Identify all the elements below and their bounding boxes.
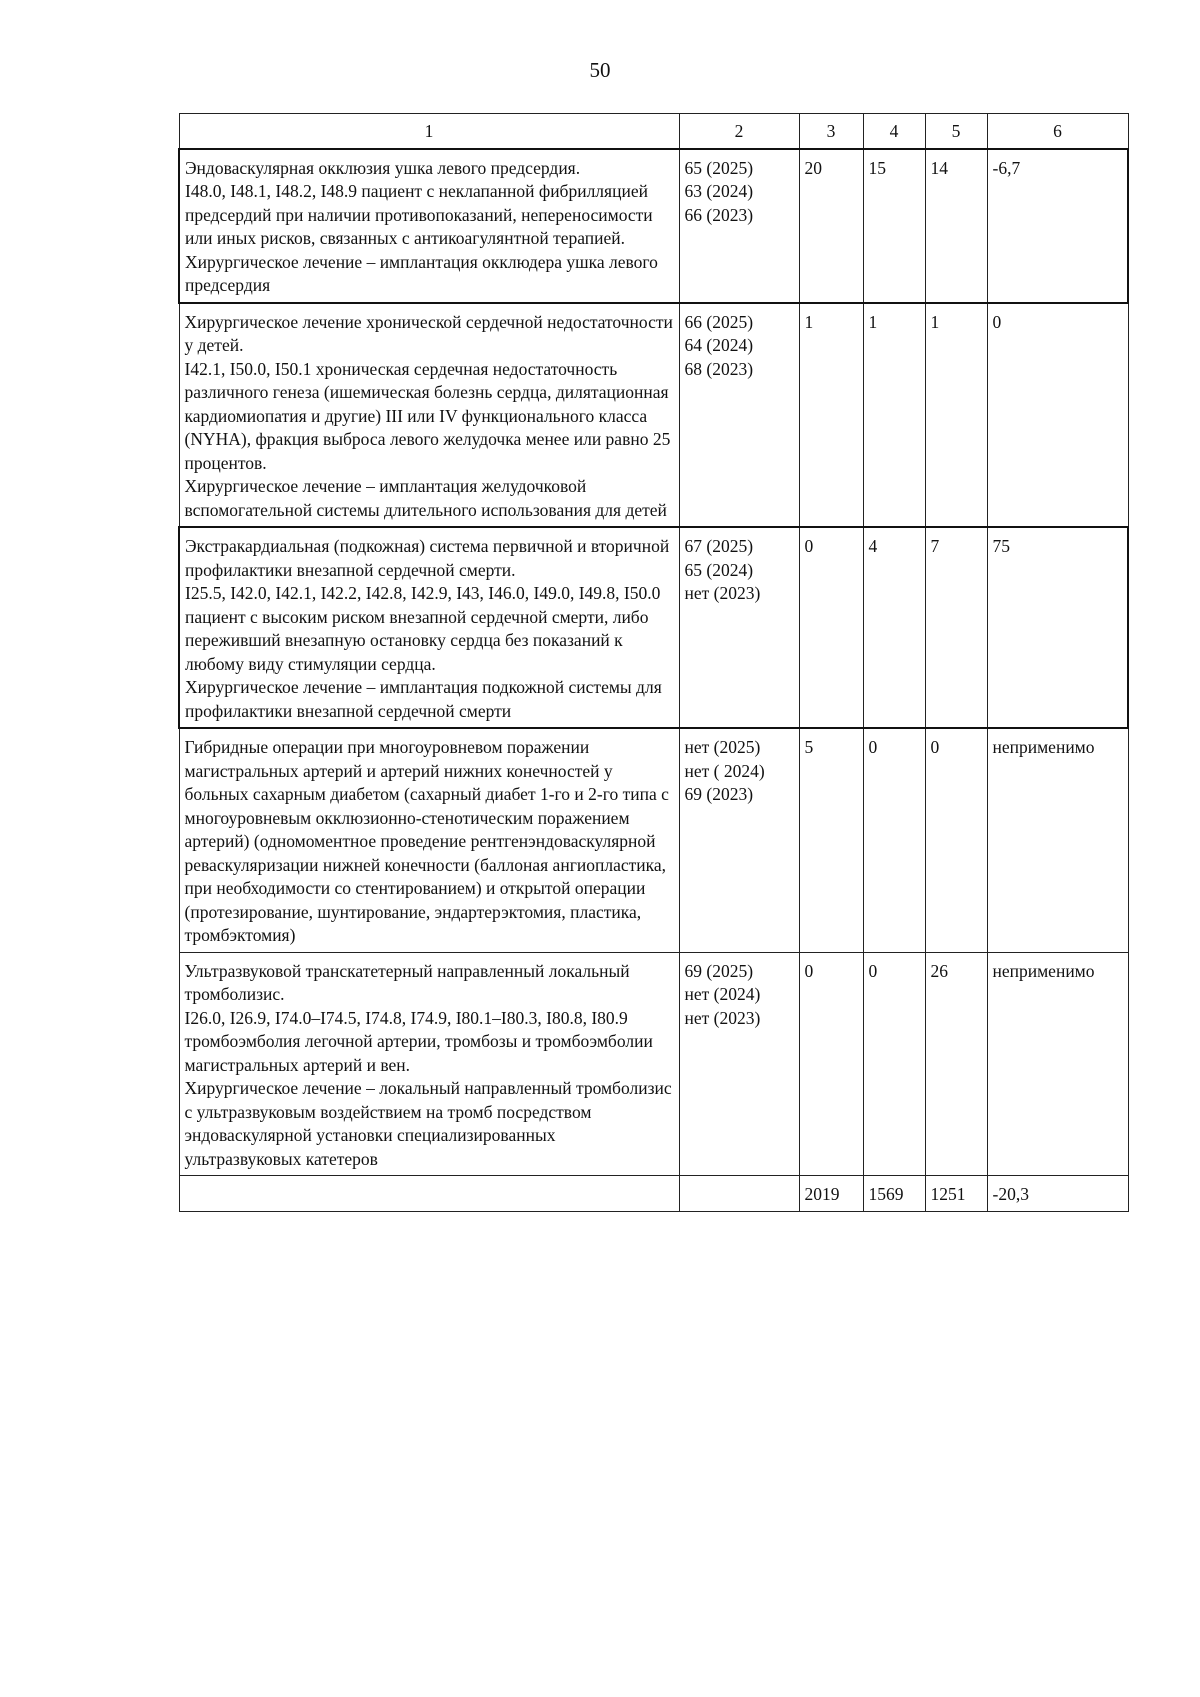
row-numbers: 66 (2025) 64 (2024) 68 (2023): [679, 303, 799, 528]
column-header-1: 1: [179, 114, 679, 149]
row-value-col4: 1: [863, 303, 925, 528]
row-description: Ультразвуковой транскатетерный направленный локальный тромболизис. I26.0, I26.9, I74.0–I74.5, I74.8, I74.9, I80.1–I80.3, I80.8, I80.9 тромбоэмболия легочной артерии, тромбозы и тромбоэмболии магистральных артерий и вен. Хирургическое лечение – локальный направленный тромболизис с ультразвуковым воздействием на тромб посредством эндоваскулярной установки специализированных ультразвуковых катетеров: [179, 952, 679, 1176]
row-value-col5: 1: [925, 303, 987, 528]
table-row: [179, 952, 1128, 1176]
row-value-col6: 75: [987, 527, 1128, 728]
table-row: [179, 303, 1128, 528]
totals-row: [179, 1176, 1128, 1212]
row-value-col6: неприменимо: [987, 728, 1128, 952]
header-row: [179, 114, 1128, 149]
row-numbers: 69 (2025) нет (2024) нет (2023): [679, 952, 799, 1176]
row-value-col4: 0: [863, 952, 925, 1176]
row-description: Хирургическое лечение хронической сердечной недостаточности у детей. I42.1, I50.0, I50.1 хроническая сердечная недостаточность различного генеза (ишемическая болезнь сердца, дилятационная кардиомиопатия и другие) III или IV функционального класса (NYHA), фракция выброса левого желудочка менее или равно 25 процентов. Хирургическое лечение – имплантация желудочковой вспомогательной системы длительного использования для детей: [179, 303, 679, 528]
data-table: [178, 113, 1129, 1212]
total-col5: 1251: [925, 1176, 987, 1212]
page-number: 50: [589, 58, 611, 82]
row-value-col6: неприменимо: [987, 952, 1128, 1176]
row-value-col5: 7: [925, 527, 987, 728]
row-numbers: нет (2025) нет ( 2024) 69 (2023): [679, 728, 799, 952]
row-description: Экстракардиальная (подкожная) система первичной и вторичной профилактики внезапной сердечной смерти. I25.5, I42.0, I42.1, I42.2, I42.8, I42.9, I43, I46.0, I49.0, I49.8, I50.0 пациент с высоким риском внезапной сердечной смерти, либо переживший внезапную остановку сердца без показаний к любому виду стимуляции сердца. Хирургическое лечение – имплантация подкожной системы для профилактики внезапной сердечной смерти: [179, 527, 679, 728]
row-numbers: 67 (2025) 65 (2024) нет (2023): [679, 527, 799, 728]
row-value-col3: 20: [799, 149, 863, 303]
total-col3: 2019: [799, 1176, 863, 1212]
row-value-col4: 4: [863, 527, 925, 728]
table-row: [179, 728, 1128, 952]
row-description: Эндоваскулярная окклюзия ушка левого предсердия. I48.0, I48.1, I48.2, I48.9 пациент с неклапанной фибрилляцией предсердий при наличии противопоказаний, непереносимости или иных рисков, связанных с антикоагулянтной терапией. Хирургическое лечение – имплантация окклюдера ушка левого предсердия: [179, 149, 679, 303]
total-col4: 1569: [863, 1176, 925, 1212]
column-header-3: 3: [799, 114, 863, 149]
column-header-5: 5: [925, 114, 987, 149]
row-value-col5: 0: [925, 728, 987, 952]
row-value-col3: 5: [799, 728, 863, 952]
total-col6: -20,3: [987, 1176, 1128, 1212]
row-value-col5: 14: [925, 149, 987, 303]
column-header-6: 6: [987, 114, 1128, 149]
totals-numbers: [679, 1176, 799, 1212]
row-value-col6: -6,7: [987, 149, 1128, 303]
table-row: [179, 527, 1128, 728]
row-value-col5: 26: [925, 952, 987, 1176]
row-value-col3: 0: [799, 952, 863, 1176]
row-numbers: 65 (2025) 63 (2024) 66 (2023): [679, 149, 799, 303]
column-header-2: 2: [679, 114, 799, 149]
row-value-col4: 15: [863, 149, 925, 303]
row-value-col6: 0: [987, 303, 1128, 528]
totals-label: [179, 1176, 679, 1212]
row-description: Гибридные операции при многоуровневом поражении магистральных артерий и артерий нижних конечностей у больных сахарным диабетом (сахарный диабет 1-го и 2-го типа с многоуровневым окклюзионно-стенотическим поражением артерий) (одномоментное проведение рентгенэндоваскулярной реваскуляризации нижней конечности (баллоная ангиопластика, при необходимости со стентированием) и открытой операции (протезирование, шунтирование, эндартерэктомия, пластика, тромбэктомия): [179, 728, 679, 952]
row-value-col4: 0: [863, 728, 925, 952]
column-header-4: 4: [863, 114, 925, 149]
row-value-col3: 0: [799, 527, 863, 728]
row-value-col3: 1: [799, 303, 863, 528]
table-row: [179, 149, 1128, 303]
